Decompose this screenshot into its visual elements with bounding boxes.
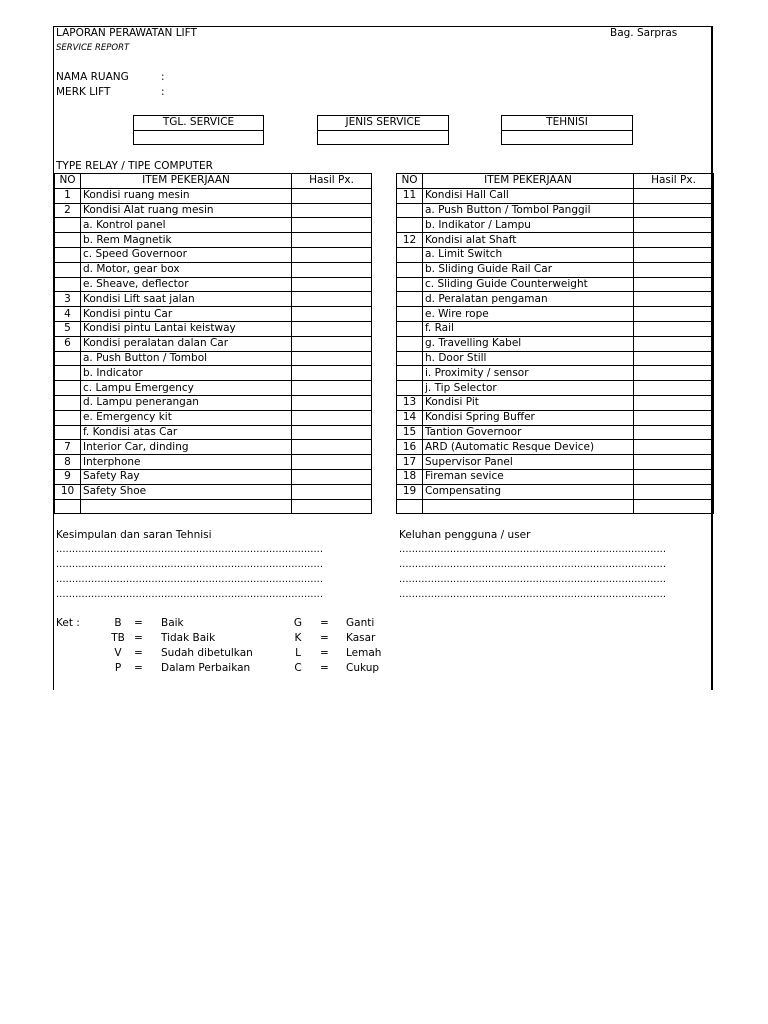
row-item: a. Limit Switch [423, 247, 634, 262]
table-row [55, 351, 372, 366]
legend-code: K [294, 632, 302, 644]
row-item: Kondisi ruang mesin [81, 188, 292, 203]
row-number: 8 [55, 455, 81, 470]
row-item: Interphone [81, 455, 292, 470]
row-result-cell[interactable] [634, 440, 714, 455]
room-label: NAMA RUANG [56, 71, 129, 83]
row-number [55, 366, 81, 381]
row-number: 11 [397, 188, 423, 203]
row-item: h. Door Still [423, 351, 634, 366]
row-number [55, 395, 81, 410]
row-result-cell[interactable] [634, 484, 714, 499]
col-item: ITEM PEKERJAAN [81, 174, 292, 189]
row-result-cell[interactable] [634, 188, 714, 203]
row-result-cell[interactable] [292, 484, 372, 499]
row-item: Kondisi Spring Buffer [423, 410, 634, 425]
row-item: Kondisi pintu Lantai keistway [81, 321, 292, 336]
row-result-cell[interactable] [292, 321, 372, 336]
row-number [397, 292, 423, 307]
row-number: 12 [397, 233, 423, 248]
legend-code: TB [111, 632, 125, 644]
row-number [55, 247, 81, 262]
service-date-box[interactable] [133, 115, 264, 145]
legend-equals: = [134, 662, 143, 674]
row-number [55, 410, 81, 425]
row-item: e. Wire rope [423, 307, 634, 322]
table-row [397, 307, 714, 322]
table-row [397, 262, 714, 277]
table-row [397, 233, 714, 248]
conclusion-line[interactable]: .................................................................................... [56, 589, 324, 600]
row-number [397, 218, 423, 233]
row-result-cell[interactable] [634, 366, 714, 381]
row-number [397, 203, 423, 218]
table-row [55, 366, 372, 381]
row-result-cell[interactable] [634, 395, 714, 410]
table-row [397, 469, 714, 484]
conclusion-title: Kesimpulan dan saran Tehnisi [56, 529, 212, 541]
table-row [55, 321, 372, 336]
legend-label: Cukup [346, 662, 380, 674]
row-number [397, 499, 423, 514]
col-result: Hasil Px. [292, 174, 372, 189]
conclusion-line[interactable]: .................................................................................... [56, 559, 324, 570]
row-item: f. Kondisi atas Car [81, 425, 292, 440]
brand-colon: : [161, 86, 165, 98]
row-number: 14 [397, 410, 423, 425]
row-number [397, 321, 423, 336]
row-number [55, 218, 81, 233]
row-number [55, 277, 81, 292]
conclusion-line[interactable]: .................................................................................... [56, 544, 324, 555]
legend-code: P [114, 662, 122, 674]
row-result-cell[interactable] [634, 292, 714, 307]
table-row [55, 307, 372, 322]
legend-code: V [114, 647, 122, 659]
table-row [397, 440, 714, 455]
legend-equals: = [320, 662, 329, 674]
row-number [397, 277, 423, 292]
row-item: b. Sliding Guide Rail Car [423, 262, 634, 277]
row-result-cell[interactable] [292, 233, 372, 248]
row-item: i. Proximity / sensor [423, 366, 634, 381]
row-result-cell[interactable] [634, 321, 714, 336]
row-result-cell[interactable] [292, 469, 372, 484]
row-item: Kondisi Pit [423, 395, 634, 410]
row-number: 1 [55, 188, 81, 203]
row-number: 5 [55, 321, 81, 336]
col-item: ITEM PEKERJAAN [423, 174, 634, 189]
table-row [55, 381, 372, 396]
row-result-cell[interactable] [634, 307, 714, 322]
table-row [397, 499, 714, 514]
complaint-line[interactable]: .................................................................................... [399, 589, 667, 600]
service-type-box[interactable] [317, 115, 449, 145]
row-item: c. Lampu Emergency [81, 381, 292, 396]
row-number [397, 262, 423, 277]
complaint-line[interactable]: .................................................................................... [399, 559, 667, 570]
section-title: TYPE RELAY / TIPE COMPUTER [56, 160, 213, 172]
row-number [397, 247, 423, 262]
row-result-cell[interactable] [292, 292, 372, 307]
row-number: 3 [55, 292, 81, 307]
row-result-cell[interactable] [292, 351, 372, 366]
legend-label: Dalam Perbaikan [161, 662, 251, 674]
col-no: NO [55, 174, 81, 189]
row-number: 17 [397, 455, 423, 470]
table-row [397, 484, 714, 499]
row-result-cell[interactable] [292, 247, 372, 262]
table-row [55, 425, 372, 440]
row-item: Interior Car, dinding [81, 440, 292, 455]
row-result-cell[interactable] [634, 277, 714, 292]
complaint-line[interactable]: .................................................................................... [399, 574, 667, 585]
row-number [397, 366, 423, 381]
row-result-cell[interactable] [292, 336, 372, 351]
row-item: a. Push Button / Tombol [81, 351, 292, 366]
table-row [397, 366, 714, 381]
row-item: j. Tip Selector [423, 381, 634, 396]
row-result-cell[interactable] [634, 233, 714, 248]
row-result-cell[interactable] [634, 469, 714, 484]
row-number: 4 [55, 307, 81, 322]
technician-label: TEHNISI [502, 116, 632, 131]
legend-equals: = [134, 647, 143, 659]
row-item: d. Peralatan pengaman [423, 292, 634, 307]
complaint-title: Keluhan pengguna / user [399, 529, 531, 541]
row-item: Kondisi peralatan dalan Car [81, 336, 292, 351]
row-item: b. Rem Magnetik [81, 233, 292, 248]
legend-label: Ganti [346, 617, 375, 629]
row-result-cell[interactable] [292, 277, 372, 292]
row-item: c. Speed Governoor [81, 247, 292, 262]
row-number: 10 [55, 484, 81, 499]
table-row [397, 292, 714, 307]
table-row [55, 203, 372, 218]
row-item: d. Lampu penerangan [81, 395, 292, 410]
table-row [55, 277, 372, 292]
left-checklist-table [54, 173, 372, 514]
row-result-cell[interactable] [292, 366, 372, 381]
legend-code: L [295, 647, 301, 659]
row-number [55, 262, 81, 277]
row-result-cell[interactable] [292, 188, 372, 203]
row-result-cell[interactable] [634, 262, 714, 277]
complaint-line[interactable]: .................................................................................... [399, 544, 667, 555]
row-item [423, 499, 634, 514]
row-result-cell[interactable] [292, 395, 372, 410]
row-item: Safety Shoe [81, 484, 292, 499]
table-row [55, 188, 372, 203]
row-result-cell[interactable] [634, 351, 714, 366]
legend-code: B [114, 617, 122, 629]
legend-equals: = [320, 632, 329, 644]
table-row [55, 292, 372, 307]
row-number [397, 351, 423, 366]
row-number: 15 [397, 425, 423, 440]
table-row [55, 499, 372, 514]
row-item: e. Sheave, deflector [81, 277, 292, 292]
table-row [397, 395, 714, 410]
row-result-cell[interactable] [634, 336, 714, 351]
row-result-cell[interactable] [634, 410, 714, 425]
legend-label: Lemah [346, 647, 382, 659]
table-row [55, 247, 372, 262]
row-item: f. Rail [423, 321, 634, 336]
table-row [55, 262, 372, 277]
row-item: Kondisi pintu Car [81, 307, 292, 322]
table-row [55, 484, 372, 499]
row-number [397, 336, 423, 351]
table-row [55, 410, 372, 425]
row-result-cell[interactable] [292, 499, 372, 514]
row-result-cell[interactable] [292, 381, 372, 396]
legend-code: G [293, 617, 303, 629]
room-colon: : [161, 71, 165, 83]
table-row [55, 336, 372, 351]
table-row [397, 351, 714, 366]
row-number: 9 [55, 469, 81, 484]
row-item: Supervisor Panel [423, 455, 634, 470]
row-item: a. Push Button / Tombol Panggil [423, 203, 634, 218]
col-result: Hasil Px. [634, 174, 714, 189]
row-result-cell[interactable] [292, 425, 372, 440]
row-number: 18 [397, 469, 423, 484]
table-row [397, 410, 714, 425]
row-result-cell[interactable] [292, 410, 372, 425]
row-result-cell[interactable] [634, 455, 714, 470]
col-no: NO [397, 174, 423, 189]
table-row [397, 203, 714, 218]
row-item: g. Travelling Kabel [423, 336, 634, 351]
row-item: c. Sliding Guide Counterweight [423, 277, 634, 292]
legend-equals: = [320, 617, 329, 629]
row-number [55, 233, 81, 248]
row-item [81, 499, 292, 514]
row-number [55, 381, 81, 396]
row-number [397, 307, 423, 322]
table-row [397, 455, 714, 470]
row-number: 13 [397, 395, 423, 410]
row-number [55, 351, 81, 366]
row-result-cell[interactable] [292, 262, 372, 277]
row-number [397, 381, 423, 396]
row-item: Tantion Governoor [423, 425, 634, 440]
legend-equals: = [134, 617, 143, 629]
table-row [397, 321, 714, 336]
row-result-cell[interactable] [634, 381, 714, 396]
legend-title: Ket : [56, 617, 80, 629]
row-number: 6 [55, 336, 81, 351]
legend-equals: = [320, 647, 329, 659]
row-result-cell[interactable] [292, 307, 372, 322]
row-item: Kondisi Alat ruang mesin [81, 203, 292, 218]
legend-code: C [294, 662, 302, 674]
row-number [55, 425, 81, 440]
row-item: Kondisi Hall Call [423, 188, 634, 203]
row-item: Fireman sevice [423, 469, 634, 484]
table-row [397, 188, 714, 203]
department-label: Bag. Sarpras [610, 27, 678, 39]
table-row [55, 469, 372, 484]
table-row [55, 218, 372, 233]
row-number: 19 [397, 484, 423, 499]
table-row [397, 336, 714, 351]
report-subtitle: SERVICE REPORT [56, 43, 130, 53]
report-title: LAPORAN PERAWATAN LIFT [56, 27, 197, 39]
table-row [55, 455, 372, 470]
row-result-cell[interactable] [292, 218, 372, 233]
row-item: e. Emergency kit [81, 410, 292, 425]
legend-label: Kasar [346, 632, 376, 644]
table-row [397, 277, 714, 292]
row-item: ARD (Automatic Resque Device) [423, 440, 634, 455]
row-number: 2 [55, 203, 81, 218]
row-result-cell[interactable] [292, 203, 372, 218]
table-row [397, 218, 714, 233]
brand-label: MERK LIFT [56, 86, 111, 98]
legend-label: Tidak Baik [161, 632, 216, 644]
table-row [397, 425, 714, 440]
legend-label: Baik [161, 617, 184, 629]
table-row [397, 381, 714, 396]
row-result-cell[interactable] [634, 247, 714, 262]
right-checklist-table [396, 173, 714, 514]
row-number [55, 499, 81, 514]
row-item: a. Kontrol panel [81, 218, 292, 233]
table-row [55, 395, 372, 410]
row-item: b. Indikator / Lampu [423, 218, 634, 233]
row-item: Compensating [423, 484, 634, 499]
table-row [55, 440, 372, 455]
row-result-cell[interactable] [634, 499, 714, 514]
legend-equals: = [134, 632, 143, 644]
row-item: Safety Ray [81, 469, 292, 484]
row-item: b. Indicator [81, 366, 292, 381]
service-date-label: TGL. SERVICE [134, 116, 263, 131]
row-number: 16 [397, 440, 423, 455]
technician-box[interactable] [501, 115, 633, 145]
row-result-cell[interactable] [634, 425, 714, 440]
row-item: Kondisi alat Shaft [423, 233, 634, 248]
row-result-cell[interactable] [292, 455, 372, 470]
conclusion-line[interactable]: .................................................................................... [56, 574, 324, 585]
row-result-cell[interactable] [634, 218, 714, 233]
service-type-label: JENIS SERVICE [318, 116, 448, 131]
row-number: 7 [55, 440, 81, 455]
row-item: Kondisi Lift saat jalan [81, 292, 292, 307]
row-result-cell[interactable] [292, 440, 372, 455]
legend-label: Sudah dibetulkan [161, 647, 253, 659]
table-row [397, 247, 714, 262]
row-result-cell[interactable] [634, 203, 714, 218]
row-item: d. Motor, gear box [81, 262, 292, 277]
table-row [55, 233, 372, 248]
